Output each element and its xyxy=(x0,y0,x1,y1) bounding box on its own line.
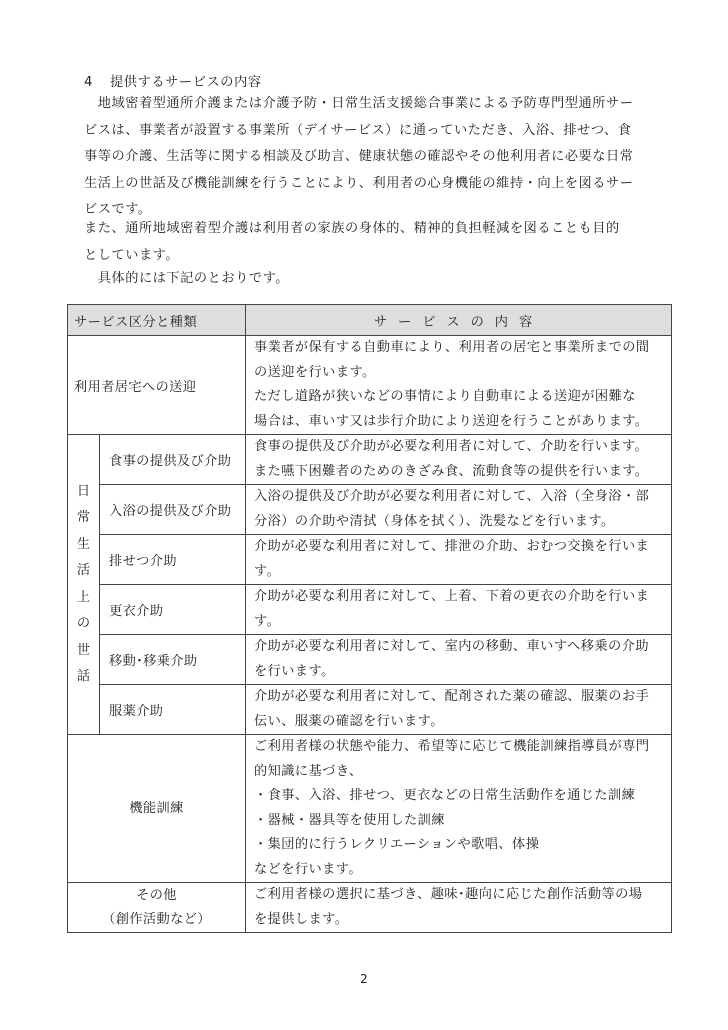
section-number: 4 xyxy=(84,75,93,90)
section-title: 提供するサービスの内容 xyxy=(110,75,262,90)
description-line: 介助が必要な利用者に対して、排泄の介助、おむつ交換を行いま xyxy=(254,539,650,554)
header-category: サービス区分と種類 xyxy=(68,305,246,336)
paragraph-line: 具体的には下記のとおりです。 xyxy=(84,271,290,286)
description-line: 伝い、服薬の確認を行います。 xyxy=(254,713,444,729)
intro-paragraph-1 xyxy=(84,91,674,224)
table-row xyxy=(68,336,672,435)
service-table xyxy=(67,304,672,933)
functional-training-label: 機能訓練 xyxy=(68,735,246,883)
description-line: ・食事、入浴、排せつ、更衣などの日常生活動作を通じた訓練 xyxy=(254,788,636,803)
mobility-assistance-description xyxy=(246,635,672,685)
dressing-assistance-description xyxy=(246,585,672,635)
description-line: す。 xyxy=(254,563,281,579)
paragraph-line: 地域密着型通所介護または介護予防・日常生活支援総合事業による予防専門型通所サー xyxy=(84,96,634,111)
description-line: ・器械・器具等を使用した訓練 xyxy=(254,812,445,828)
medication-assistance-description xyxy=(246,685,672,735)
description-line: 介助が必要な利用者に対して、配剤された薬の確認、服薬のお手 xyxy=(254,689,650,704)
paragraph-line: としています。 xyxy=(84,247,180,263)
intro-paragraph-3 xyxy=(84,266,674,293)
page-number: 2 xyxy=(360,972,368,986)
description-line: などを行います。 xyxy=(254,861,363,877)
table-row xyxy=(68,685,672,735)
transport-label: 利用者居宅への送迎 xyxy=(68,336,246,435)
description-line: 介助が必要な利用者に対して、室内の移動、車いすへ移乗の介助 xyxy=(254,639,649,654)
table-row xyxy=(68,585,672,635)
description-line: 分浴）の介助や清拭（身体を拭く）、洗髪などを行います。 xyxy=(254,513,615,529)
section-heading xyxy=(84,73,262,93)
functional-training-description xyxy=(246,735,672,883)
description-line: ・集団的に行うレクリエーションや歌唱、体操 xyxy=(254,837,540,852)
table-row xyxy=(68,535,672,585)
description-line: 入浴の提供及び介助が必要な利用者に対して、入浴（全身浴・部 xyxy=(254,489,650,504)
mobility-assistance-label: 移動･移乗介助 xyxy=(100,635,246,685)
description-line: を行います。 xyxy=(254,663,335,679)
meal-assistance-label: 食事の提供及び介助 xyxy=(100,435,246,485)
description-line: また嚥下困難者のためのきざみ食、流動食等の提供を行います。 xyxy=(254,463,649,479)
description-line: ご利用者様の状態や能力、希望等に応じて機能訓練指導員が専門 xyxy=(254,739,650,754)
description-line: 食事の提供及び介助が必要な利用者に対して、介助を行います。 xyxy=(254,439,649,454)
table-row xyxy=(68,635,672,685)
description-line: 介助が必要な利用者に対して、上着、下着の更衣の介助を行いま xyxy=(254,589,650,604)
description-line: ご利用者様の選択に基づき、趣味･趣向に応じた創作活動等の場 xyxy=(254,887,643,902)
paragraph-line: 事等の介護、生活等に関する相談及び助言、健康状態の確認やその他利用者に必要な日常 xyxy=(84,149,634,164)
description-line: の送迎を行います。 xyxy=(254,364,376,380)
table-header-row xyxy=(68,305,672,336)
description-line: ただし道路が狭いなどの事情により自動車による送迎が困難な xyxy=(254,389,636,404)
table-row xyxy=(68,735,672,883)
other-label: その他 （創作活動など） xyxy=(68,883,246,933)
bathing-assistance-description xyxy=(246,485,672,535)
other-description xyxy=(246,883,672,933)
intro-paragraph-2 xyxy=(84,216,674,269)
meal-assistance-description xyxy=(246,435,672,485)
toileting-assistance-description xyxy=(246,535,672,585)
transport-description xyxy=(246,336,672,435)
bathing-assistance-label: 入浴の提供及び介助 xyxy=(100,485,246,535)
description-line: す。 xyxy=(254,613,281,629)
daily-life-group-label: 日 常 生 活 上 の 世 話 xyxy=(68,435,100,735)
table-row xyxy=(68,435,672,485)
dressing-assistance-label: 更衣介助 xyxy=(100,585,246,635)
toileting-assistance-label: 排せつ介助 xyxy=(100,535,246,585)
table-row xyxy=(68,883,672,933)
paragraph-line: ビスは、事業者が設置する事業所（デイサービス）に通っていただき、入浴、排せつ、食 xyxy=(84,122,632,138)
medication-assistance-label: 服薬介助 xyxy=(100,685,246,735)
description-line: 場合は、車いす又は歩行介助により送迎を行うことがあります。 xyxy=(254,413,649,429)
paragraph-line: 生活上の世話及び機能訓練を行うことにより、利用者の心身機能の維持・向上を図るサー xyxy=(84,175,634,191)
paragraph-line: ビスです。 xyxy=(84,202,152,217)
description-line: 的知識に基づき、 xyxy=(254,763,363,779)
header-content: サービスの内容 xyxy=(246,305,672,336)
table-row xyxy=(68,485,672,535)
description-line: 事業者が保有する自動車により、利用者の居宅と事業所までの間 xyxy=(254,340,650,355)
paragraph-line: また、通所地域密着型介護は利用者の家族の身体的、精神的負担軽減を図ることも目的 xyxy=(84,221,620,236)
description-line: を提供します。 xyxy=(254,911,349,927)
